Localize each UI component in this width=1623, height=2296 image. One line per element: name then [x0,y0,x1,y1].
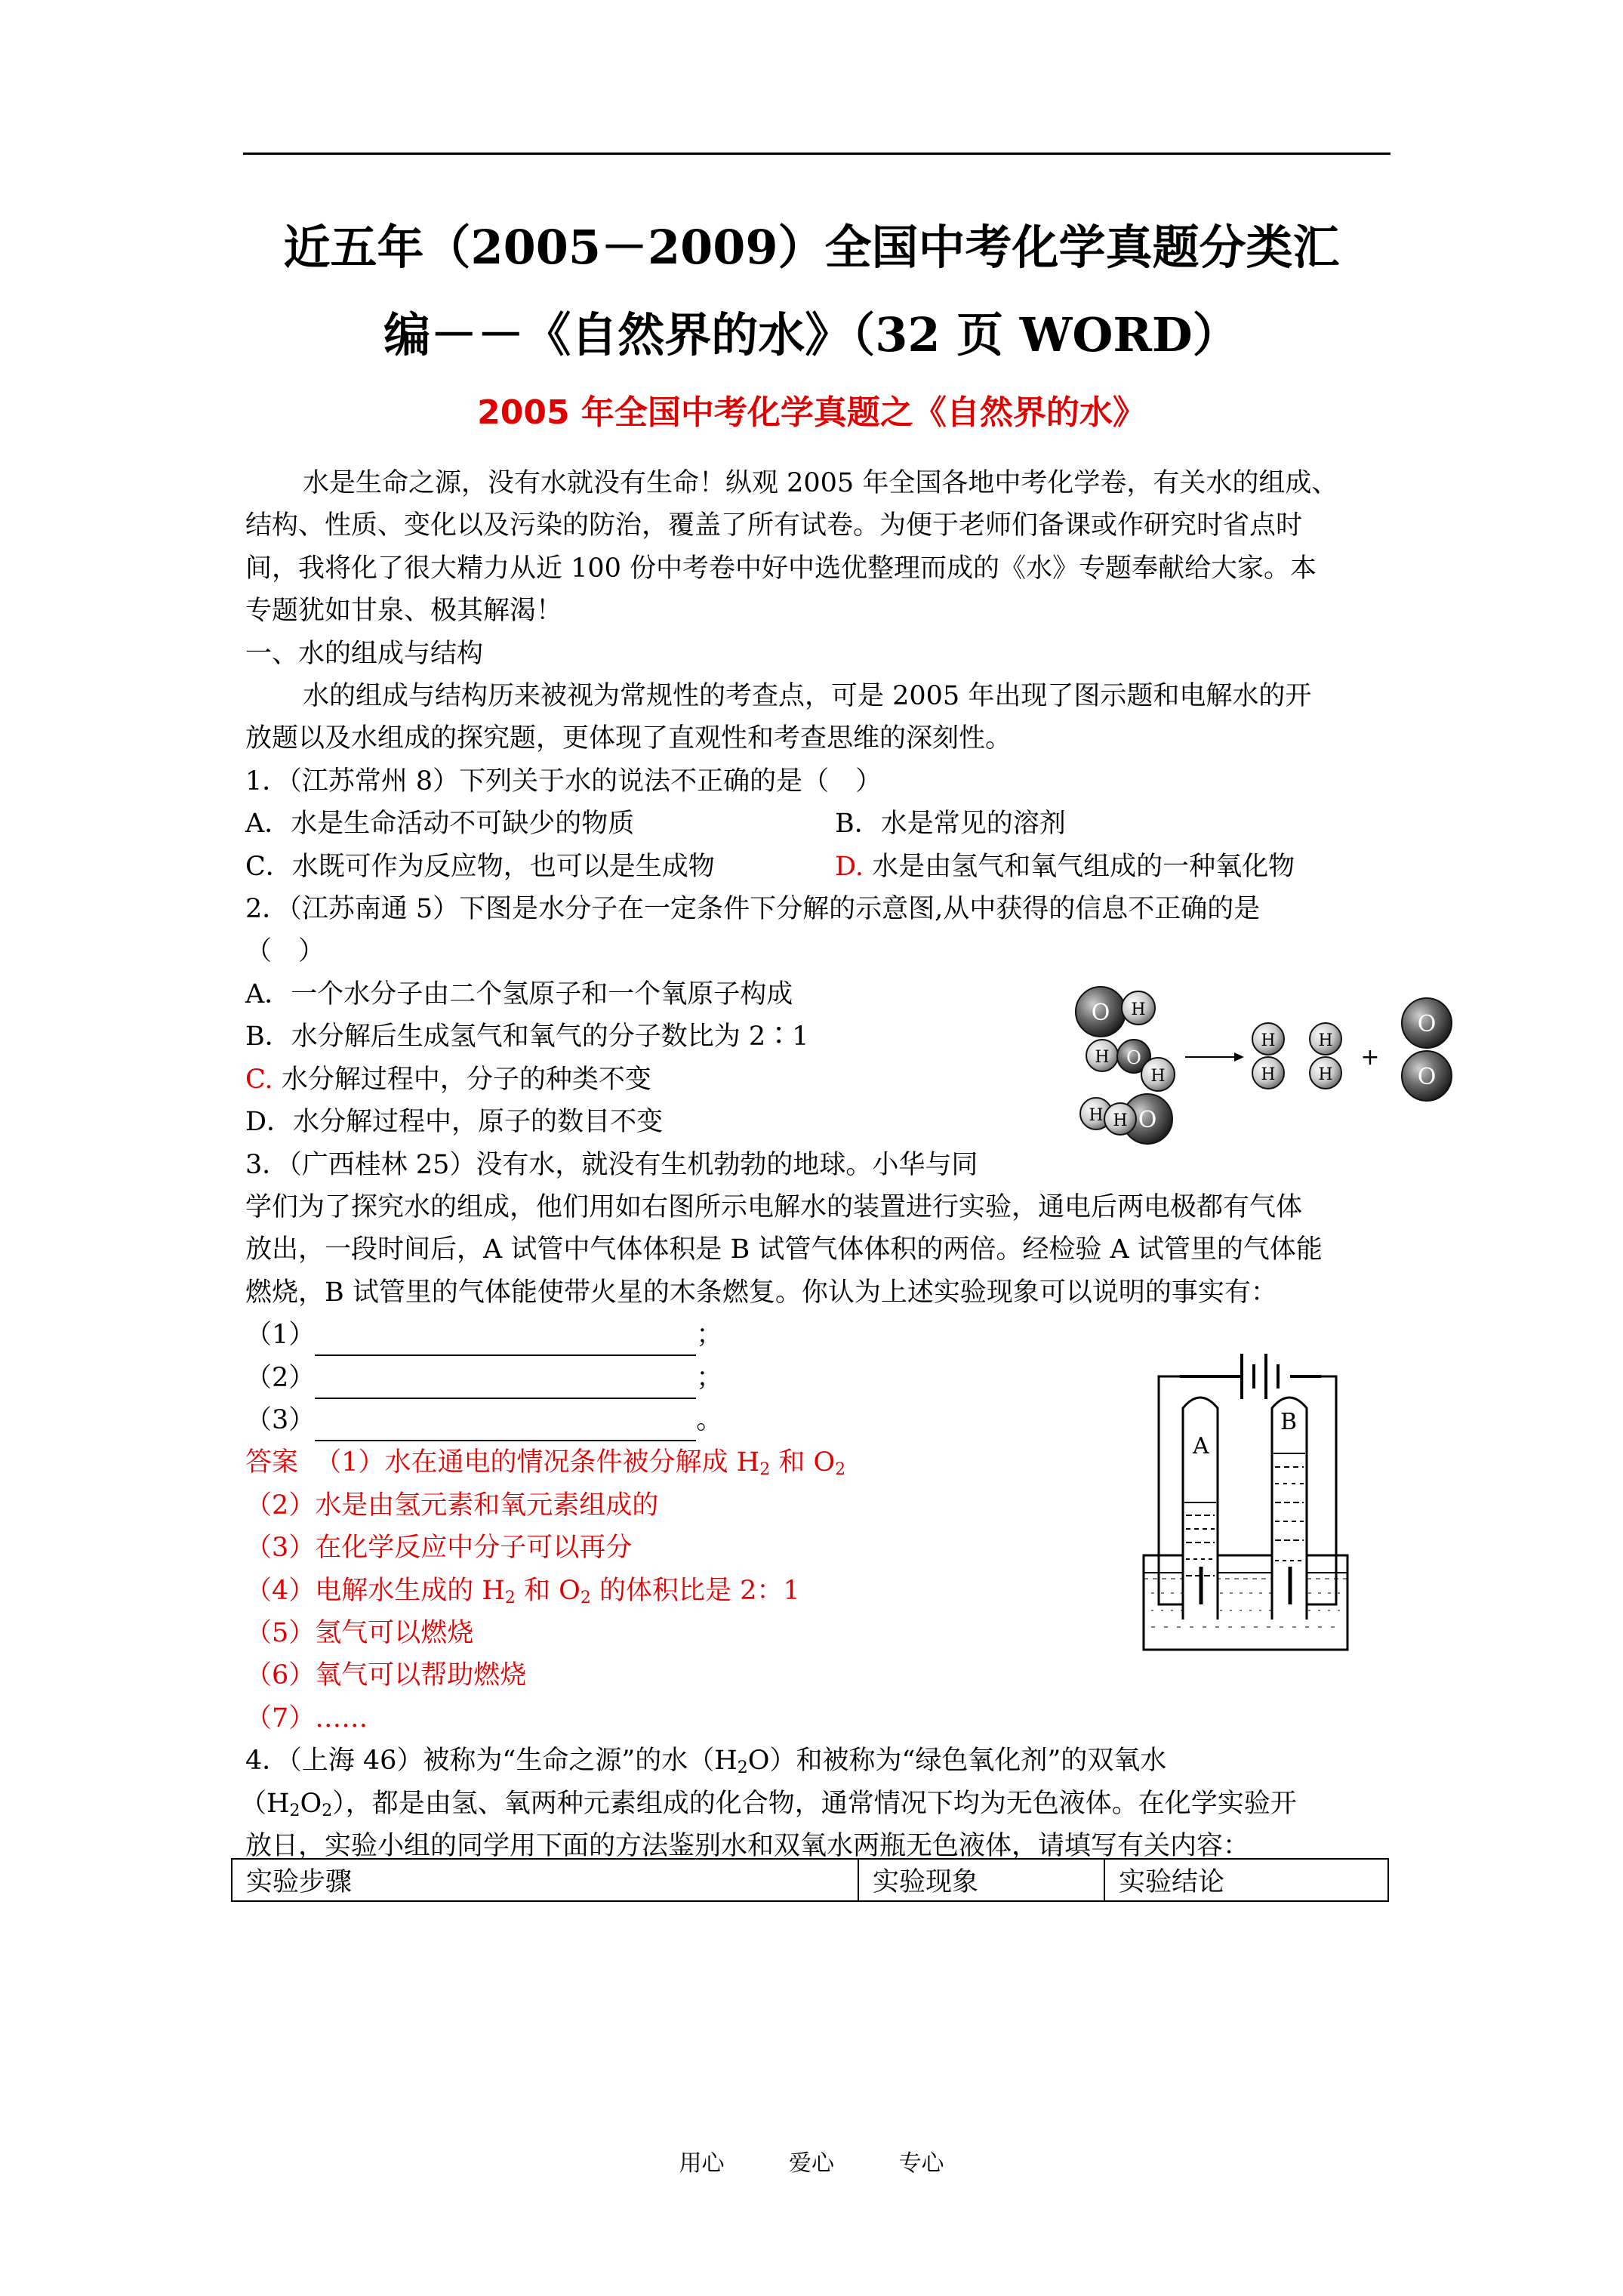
svg-text:H: H [1318,1031,1333,1050]
svg-text:H: H [1131,1000,1146,1019]
answer-text: 和 O [770,1447,836,1478]
answer-blank[interactable] [315,1367,696,1399]
blank-end: 。 [696,1405,723,1435]
svg-text:O: O [1091,1000,1110,1026]
svg-text:O: O [1126,1047,1141,1068]
tube-b-label: B [1280,1409,1298,1435]
q1-stem: 1．（江苏常州 8）下列关于水的说法不正确的是（ ） [245,766,882,797]
battery-icon [1180,1354,1321,1399]
oxygen-molecule [1402,998,1452,1101]
q3-stem: 3．（广西桂林 25）没有水，就没有生机勃勃的地球。小华与同 [245,1150,978,1180]
footer-text: 用心 [679,2150,725,2177]
header-rule [243,153,1390,155]
footer-text: 专心 [898,2150,944,2177]
tube-a-label: A [1193,1433,1209,1459]
q2-answer-letter: C. [245,1065,273,1095]
answer-blank[interactable] [315,1410,696,1441]
q2-option-d: D．水分解过程中，原子的数目不变 [245,1107,664,1137]
footer-text: 爱心 [789,2150,834,2177]
subscript: 2 [289,1801,300,1820]
svg-text:H: H [1261,1065,1276,1084]
svg-text:H: H [1318,1065,1333,1084]
q2-option-c-text: 水分解过程中，分子的种类不变 [281,1065,651,1095]
q1-answer-letter: D. [835,852,864,882]
answer-label: 答案 [245,1447,299,1478]
answer-text: 的体积比是 2：1 [590,1576,800,1606]
blank-end: ； [696,1320,723,1350]
hydrogen-molecule [1310,1023,1341,1089]
test-tube-b [1272,1398,1307,1620]
q2-option-a: A．一个水分子由二个氢原子和一个氧原子构成 [245,979,793,1009]
table-header-cell: 实验现象 [858,1859,1104,1901]
q3-blank-1 [245,1314,722,1356]
water-decomposition-diagram [1057,963,1480,1159]
q4-text: （H [240,1789,290,1819]
q2-stem: 2．（江苏南通 5）下图是水分子在一定条件下分解的示意图,从中获得的信息不正确的是 [245,894,1261,924]
intro-line: 水是生命之源，没有水就没有生命！纵观 2005 年全国各地中考化学卷，有关水的组成、 [303,468,1338,498]
hydrogen-molecule [1252,1023,1284,1089]
q3-blank-3 [245,1399,722,1441]
svg-text:H: H [1150,1067,1166,1086]
svg-text:O: O [1138,1107,1157,1133]
q4-text: O）和被称为“绿色氧化剂”的双氧水 [747,1746,1167,1776]
answer-text: （4）电解水生成的 H [245,1576,505,1606]
q4-text: ），都是由氢、氧两种元素组成的化合物，通常情况下均为无色液体。在化学实验开 [332,1789,1297,1819]
plus-sign: + [1360,1044,1380,1071]
water-trough [1144,1555,1347,1650]
intro-line: 专题犹如甘泉、极其解渴！ [245,596,563,626]
q3-answer-7: （7）…… [245,1703,368,1734]
experiment-table [231,1858,1389,1902]
q1-option-d [835,846,1295,888]
test-tube-a [1183,1398,1218,1620]
subscript: 2 [737,1758,748,1777]
q1-option-c: C．水既可作为反应物，也可以是生成物 [245,852,715,882]
q1-option-b: B．水是常见的溶剂 [835,809,1066,839]
q3-answer-5: （5）氢气可以燃烧 [245,1618,474,1648]
svg-text:O: O [1417,1011,1437,1037]
subscript: 2 [504,1589,516,1607]
svg-text:O: O [1417,1064,1437,1090]
q2-stem-bracket: （ ） [245,936,325,966]
svg-text:H: H [1261,1031,1276,1050]
svg-text:H: H [1113,1111,1128,1130]
q4-text: 4．（上海 46）被称为“生命之源”的水（H [245,1746,738,1776]
subscript: 2 [835,1460,846,1479]
q2-option-c [245,1059,651,1101]
q4-text: O [300,1789,322,1819]
water-molecule [1086,1040,1175,1091]
q3-stem: 燃烧，B 试管里的气体能使带火星的木条燃复。你认为上述实验现象可以说明的事实有： [245,1277,1277,1308]
table-header-row [232,1859,1388,1901]
section-heading: 一、水的组成与结构 [245,639,484,669]
blank-label: （2） [245,1363,316,1393]
subscript: 2 [322,1801,333,1820]
subscript: 2 [759,1460,771,1479]
answer-blank[interactable] [315,1324,696,1356]
doc-title-line1: 近五年（2005－2009）全国中考化学真题分类汇 [283,220,1340,275]
svg-text:H: H [1095,1048,1110,1067]
water-molecule [1076,987,1155,1037]
intro-line: 结构、性质、变化以及污染的防治，覆盖了所有试卷。为便于老师们备课或作研究时省点时 [245,510,1303,541]
section-desc: 水的组成与结构历来被视为常规性的考查点，可是 2005 年出现了图示题和电解水的开 [303,681,1312,711]
water-molecule [1080,1094,1172,1144]
table-header-cell: 实验结论 [1104,1859,1388,1901]
page-footer [0,2144,1623,2177]
q1-option-d-text: 水是由氢气和氧气组成的一种氧化物 [872,852,1295,882]
q3-answer-2: （2）水是由氢元素和氧元素组成的 [245,1490,659,1521]
q3-blank-2 [245,1357,722,1399]
q2-option-b: B．水分解后生成氢气和氧气的分子数比为 2∶1 [245,1022,809,1052]
q3-answer-3: （3）在化学反应中分子可以再分 [245,1533,633,1563]
blank-end: ； [696,1363,723,1393]
electrolysis-apparatus-diagram [1129,1340,1370,1665]
section-desc: 放题以及水组成的探究题，更体现了直观性和考查思维的深刻性。 [245,723,1012,754]
table-header-cell: 实验步骤 [232,1859,858,1901]
blank-label: （1） [245,1320,316,1350]
reaction-arrow [1185,1052,1244,1062]
q3-answer-6: （6）氧气可以帮助燃烧 [245,1660,527,1690]
subscript: 2 [580,1589,591,1607]
answer-text: （1）水在通电的情况条件被分解成 H [315,1447,760,1478]
intro-line: 间，我将化了很大精力从近 100 份中考卷中好中选优整理而成的《水》专题奉献给大家。本 [245,553,1317,584]
q3-stem: 放出，一段时间后，A 试管中气体体积是 B 试管气体体积的两倍。经检验 A 试管里的气体能 [245,1234,1323,1265]
q1-option-a: A．水是生命活动不可缺少的物质 [245,809,635,839]
doc-title-line2: 编－－《自然界的水》（32 页 WORD） [383,307,1240,362]
answer-text: 和 O [515,1576,581,1606]
q3-stem: 学们为了探究水的组成，他们用如右图所示电解水的装置进行实验，通电后两电极都有气体 [245,1192,1303,1222]
blank-label: （3） [245,1405,316,1435]
doc-subtitle: 2005 年全国中考化学真题之《自然界的水》 [477,393,1146,432]
q4-stem: 放日，实验小组的同学用下面的方法鉴别水和双氧水两瓶无色液体，请填写有关内容： [245,1831,1250,1861]
svg-text:H: H [1089,1106,1104,1125]
